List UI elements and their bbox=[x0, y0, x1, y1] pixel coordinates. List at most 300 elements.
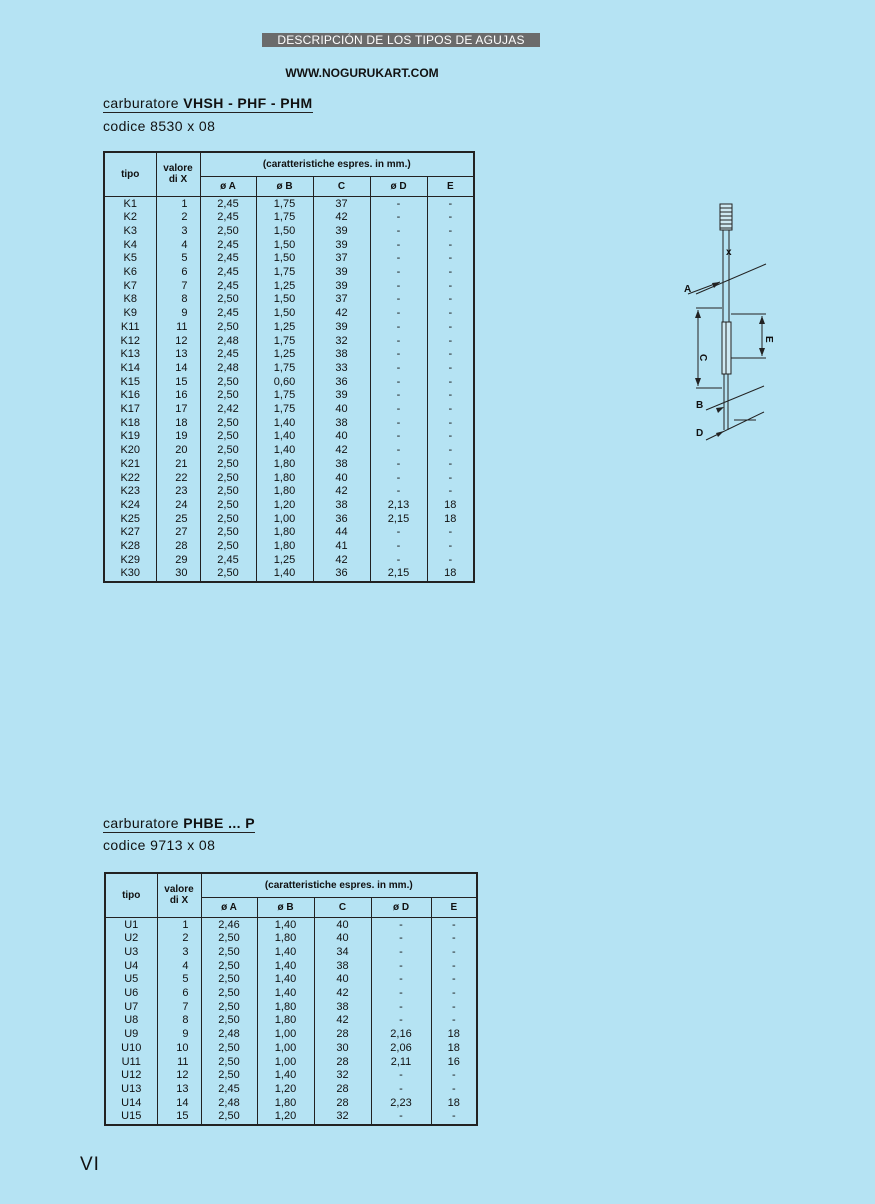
cell-valore: 5 bbox=[156, 252, 200, 266]
cell-e: - bbox=[431, 1110, 477, 1125]
needle-table-1 bbox=[103, 151, 475, 583]
cell-b: 1,75 bbox=[256, 362, 313, 376]
cell-d: - bbox=[371, 946, 431, 960]
cell-valore: 17 bbox=[156, 403, 200, 417]
cell-b: 1,00 bbox=[257, 1028, 314, 1042]
header-c: C bbox=[313, 176, 370, 196]
cell-tipo: K2 bbox=[104, 211, 156, 225]
label-d: D bbox=[696, 428, 704, 439]
cell-tipo: U1 bbox=[105, 917, 157, 932]
cell-valore: 3 bbox=[157, 946, 201, 960]
cell-a: 2,50 bbox=[201, 1069, 257, 1083]
header-a: ø A bbox=[201, 897, 257, 917]
cell-e: - bbox=[431, 932, 477, 946]
cell-e: - bbox=[431, 917, 477, 932]
table-row bbox=[104, 389, 474, 403]
table-row bbox=[104, 307, 474, 321]
cell-b: 1,00 bbox=[257, 1056, 314, 1070]
cell-b: 1,40 bbox=[257, 973, 314, 987]
table-row bbox=[105, 1110, 477, 1125]
cell-e: - bbox=[427, 335, 474, 349]
cell-c: 40 bbox=[313, 472, 370, 486]
cell-d: 2,23 bbox=[371, 1097, 431, 1111]
table-row bbox=[105, 932, 477, 946]
cell-a: 2,50 bbox=[200, 513, 256, 527]
header-d: ø D bbox=[371, 897, 431, 917]
cell-valore: 11 bbox=[156, 321, 200, 335]
table-row bbox=[104, 554, 474, 568]
cell-b: 1,50 bbox=[256, 225, 313, 239]
table-row bbox=[105, 1097, 477, 1111]
cell-tipo: K21 bbox=[104, 458, 156, 472]
cell-e: - bbox=[427, 252, 474, 266]
codice-2: codice 9713 x 08 bbox=[103, 837, 216, 853]
cell-a: 2,50 bbox=[200, 376, 256, 390]
cell-e: - bbox=[427, 376, 474, 390]
cell-valore: 18 bbox=[156, 417, 200, 431]
cell-tipo: K24 bbox=[104, 499, 156, 513]
cell-c: 38 bbox=[313, 458, 370, 472]
table-row bbox=[105, 1014, 477, 1028]
codice-1: codice 8530 x 08 bbox=[103, 118, 216, 134]
cell-d: - bbox=[370, 526, 427, 540]
cell-e: 18 bbox=[431, 1028, 477, 1042]
table-row bbox=[104, 513, 474, 527]
cell-c: 42 bbox=[314, 987, 371, 1001]
cell-tipo: U5 bbox=[105, 973, 157, 987]
table-row bbox=[104, 499, 474, 513]
cell-b: 1,20 bbox=[256, 499, 313, 513]
cell-b: 1,20 bbox=[257, 1110, 314, 1125]
cell-d: 2,11 bbox=[371, 1056, 431, 1070]
cell-d: - bbox=[370, 348, 427, 362]
cell-tipo: K11 bbox=[104, 321, 156, 335]
table-row bbox=[104, 321, 474, 335]
cell-d: - bbox=[370, 485, 427, 499]
cell-c: 32 bbox=[314, 1069, 371, 1083]
cell-d: - bbox=[370, 335, 427, 349]
cell-a: 2,48 bbox=[200, 335, 256, 349]
cell-tipo: U6 bbox=[105, 987, 157, 1001]
cell-tipo: K30 bbox=[104, 567, 156, 582]
cell-b: 1,25 bbox=[256, 321, 313, 335]
cell-d: - bbox=[370, 239, 427, 253]
cell-e: 18 bbox=[431, 1097, 477, 1111]
cell-tipo: K7 bbox=[104, 280, 156, 294]
cell-a: 2,50 bbox=[200, 444, 256, 458]
table-row bbox=[104, 196, 474, 211]
cell-a: 2,50 bbox=[200, 540, 256, 554]
cell-b: 1,75 bbox=[256, 389, 313, 403]
table-row bbox=[104, 540, 474, 554]
cell-valore: 4 bbox=[156, 239, 200, 253]
page-number: VI bbox=[80, 1154, 100, 1175]
cell-valore: 13 bbox=[156, 348, 200, 362]
cell-e: - bbox=[431, 1069, 477, 1083]
cell-c: 42 bbox=[313, 554, 370, 568]
cell-tipo: U2 bbox=[105, 932, 157, 946]
cell-tipo: U14 bbox=[105, 1097, 157, 1111]
table-row bbox=[105, 917, 477, 932]
cell-d: - bbox=[371, 973, 431, 987]
cell-c: 40 bbox=[314, 932, 371, 946]
cell-valore: 6 bbox=[156, 266, 200, 280]
cell-b: 1,40 bbox=[257, 917, 314, 932]
cell-d: 2,13 bbox=[370, 499, 427, 513]
label-x: x bbox=[726, 247, 732, 258]
cell-e: 18 bbox=[427, 567, 474, 582]
cell-e: - bbox=[431, 1083, 477, 1097]
cell-b: 1,40 bbox=[256, 444, 313, 458]
cell-valore: 2 bbox=[157, 932, 201, 946]
cell-a: 2,50 bbox=[201, 1042, 257, 1056]
cell-tipo: U11 bbox=[105, 1056, 157, 1070]
table-row bbox=[104, 252, 474, 266]
table-row bbox=[105, 1083, 477, 1097]
table-body-1 bbox=[104, 196, 474, 582]
needle-table-2 bbox=[104, 872, 478, 1126]
table-row bbox=[105, 1042, 477, 1056]
cell-b: 1,50 bbox=[256, 293, 313, 307]
cell-tipo: K9 bbox=[104, 307, 156, 321]
cell-c: 28 bbox=[314, 1056, 371, 1070]
header-tipo: tipo bbox=[104, 152, 156, 196]
cell-c: 44 bbox=[313, 526, 370, 540]
cell-c: 42 bbox=[313, 485, 370, 499]
cell-d: - bbox=[371, 917, 431, 932]
needle-diagram bbox=[676, 198, 786, 460]
cell-d: - bbox=[370, 444, 427, 458]
cell-a: 2,42 bbox=[200, 403, 256, 417]
cell-valore: 12 bbox=[156, 335, 200, 349]
table-row bbox=[104, 376, 474, 390]
cell-c: 36 bbox=[313, 567, 370, 582]
cell-b: 0,60 bbox=[256, 376, 313, 390]
cell-c: 28 bbox=[314, 1097, 371, 1111]
cell-valore: 22 bbox=[156, 472, 200, 486]
table-row bbox=[104, 293, 474, 307]
cell-b: 1,80 bbox=[257, 1097, 314, 1111]
cell-d: 2,15 bbox=[370, 567, 427, 582]
cell-d: - bbox=[371, 987, 431, 1001]
cell-tipo: K5 bbox=[104, 252, 156, 266]
cell-e: - bbox=[427, 362, 474, 376]
cell-d: - bbox=[370, 376, 427, 390]
cell-valore: 14 bbox=[156, 362, 200, 376]
cell-valore: 29 bbox=[156, 554, 200, 568]
cell-valore: 5 bbox=[157, 973, 201, 987]
cell-b: 1,75 bbox=[256, 196, 313, 211]
label-a: A bbox=[684, 284, 692, 295]
header-e: E bbox=[431, 897, 477, 917]
cell-c: 37 bbox=[313, 196, 370, 211]
cell-a: 2,50 bbox=[200, 567, 256, 582]
cell-tipo: U4 bbox=[105, 960, 157, 974]
cell-d: - bbox=[370, 472, 427, 486]
cell-e: - bbox=[427, 239, 474, 253]
cell-c: 39 bbox=[313, 321, 370, 335]
cell-a: 2,48 bbox=[201, 1097, 257, 1111]
cell-e: - bbox=[431, 1001, 477, 1015]
table-row bbox=[104, 485, 474, 499]
cell-b: 1,50 bbox=[256, 239, 313, 253]
cell-tipo: U12 bbox=[105, 1069, 157, 1083]
cell-b: 1,40 bbox=[257, 946, 314, 960]
cell-a: 2,50 bbox=[201, 987, 257, 1001]
cell-b: 1,40 bbox=[256, 417, 313, 431]
cell-d: - bbox=[370, 252, 427, 266]
table-row bbox=[104, 430, 474, 444]
carb-models: PHBE ... P bbox=[183, 815, 255, 831]
cell-d: - bbox=[370, 280, 427, 294]
table-row bbox=[105, 960, 477, 974]
cell-d: - bbox=[371, 1083, 431, 1097]
cell-c: 41 bbox=[313, 540, 370, 554]
cell-a: 2,50 bbox=[200, 526, 256, 540]
header-d: ø D bbox=[370, 176, 427, 196]
cell-b: 1,25 bbox=[256, 554, 313, 568]
cell-a: 2,50 bbox=[201, 1056, 257, 1070]
cell-valore: 16 bbox=[156, 389, 200, 403]
cell-valore: 19 bbox=[156, 430, 200, 444]
cell-a: 2,45 bbox=[200, 266, 256, 280]
cell-c: 37 bbox=[313, 252, 370, 266]
cell-b: 1,80 bbox=[257, 1001, 314, 1015]
cell-e: - bbox=[427, 444, 474, 458]
cell-b: 1,80 bbox=[257, 1014, 314, 1028]
cell-a: 2,50 bbox=[200, 225, 256, 239]
cell-e: - bbox=[431, 973, 477, 987]
cell-a: 2,45 bbox=[200, 211, 256, 225]
cell-valore: 14 bbox=[157, 1097, 201, 1111]
cell-e: 18 bbox=[427, 499, 474, 513]
cell-tipo: K8 bbox=[104, 293, 156, 307]
cell-e: - bbox=[431, 946, 477, 960]
cell-c: 32 bbox=[314, 1110, 371, 1125]
cell-d: 2,16 bbox=[371, 1028, 431, 1042]
cell-a: 2,50 bbox=[200, 430, 256, 444]
cell-valore: 4 bbox=[157, 960, 201, 974]
cell-d: - bbox=[370, 225, 427, 239]
cell-valore: 27 bbox=[156, 526, 200, 540]
cell-tipo: K12 bbox=[104, 335, 156, 349]
cell-b: 1,00 bbox=[257, 1042, 314, 1056]
table-row bbox=[104, 348, 474, 362]
table-row bbox=[105, 1069, 477, 1083]
page-banner: DESCRIPCIÓN DE LOS TIPOS DE AGUJAS bbox=[262, 33, 540, 47]
cell-valore: 8 bbox=[156, 293, 200, 307]
cell-e: 18 bbox=[427, 513, 474, 527]
cell-b: 1,75 bbox=[256, 211, 313, 225]
cell-b: 1,80 bbox=[256, 540, 313, 554]
cell-a: 2,48 bbox=[200, 362, 256, 376]
cell-d: - bbox=[370, 293, 427, 307]
label-e: E bbox=[763, 336, 774, 343]
table-row bbox=[104, 280, 474, 294]
cell-a: 2,50 bbox=[201, 1014, 257, 1028]
label-c: C bbox=[697, 354, 708, 362]
table-row bbox=[104, 458, 474, 472]
cell-c: 39 bbox=[313, 266, 370, 280]
table-row bbox=[104, 526, 474, 540]
cell-a: 2,50 bbox=[201, 932, 257, 946]
cell-valore: 8 bbox=[157, 1014, 201, 1028]
cell-tipo: K18 bbox=[104, 417, 156, 431]
cell-valore: 3 bbox=[156, 225, 200, 239]
cell-c: 30 bbox=[314, 1042, 371, 1056]
cell-c: 42 bbox=[313, 444, 370, 458]
cell-d: - bbox=[371, 1110, 431, 1125]
cell-tipo: K25 bbox=[104, 513, 156, 527]
cell-tipo: U7 bbox=[105, 1001, 157, 1015]
cell-a: 2,50 bbox=[201, 946, 257, 960]
cell-e: - bbox=[427, 211, 474, 225]
cell-d: - bbox=[370, 307, 427, 321]
table-row bbox=[105, 1028, 477, 1042]
cell-d: 2,15 bbox=[370, 513, 427, 527]
cell-c: 38 bbox=[314, 960, 371, 974]
cell-valore: 7 bbox=[157, 1001, 201, 1015]
header-b: ø B bbox=[256, 176, 313, 196]
cell-d: - bbox=[371, 1069, 431, 1083]
cell-d: - bbox=[370, 362, 427, 376]
cell-d: - bbox=[370, 196, 427, 211]
table-body-2 bbox=[105, 917, 477, 1125]
cell-e: - bbox=[427, 472, 474, 486]
cell-d: - bbox=[370, 321, 427, 335]
cell-e: - bbox=[427, 485, 474, 499]
cell-b: 1,80 bbox=[256, 526, 313, 540]
table-row bbox=[104, 225, 474, 239]
cell-a: 2,45 bbox=[200, 280, 256, 294]
cell-e: - bbox=[427, 430, 474, 444]
cell-a: 2,50 bbox=[200, 417, 256, 431]
cell-a: 2,50 bbox=[200, 389, 256, 403]
cell-b: 1,40 bbox=[257, 987, 314, 1001]
cell-b: 1,40 bbox=[257, 960, 314, 974]
cell-tipo: K6 bbox=[104, 266, 156, 280]
cell-e: - bbox=[427, 417, 474, 431]
cell-c: 28 bbox=[314, 1083, 371, 1097]
cell-a: 2,50 bbox=[200, 293, 256, 307]
cell-tipo: K15 bbox=[104, 376, 156, 390]
cell-d: - bbox=[370, 554, 427, 568]
cell-d: - bbox=[370, 540, 427, 554]
cell-valore: 10 bbox=[157, 1042, 201, 1056]
cell-b: 1,80 bbox=[257, 932, 314, 946]
cell-c: 36 bbox=[313, 376, 370, 390]
cell-d: 2,06 bbox=[371, 1042, 431, 1056]
cell-valore: 23 bbox=[156, 485, 200, 499]
carburetor-title-2 bbox=[103, 815, 255, 831]
cell-a: 2,50 bbox=[200, 321, 256, 335]
cell-a: 2,45 bbox=[201, 1083, 257, 1097]
table-row bbox=[105, 1001, 477, 1015]
table-row bbox=[104, 211, 474, 225]
cell-b: 1,40 bbox=[256, 430, 313, 444]
table-row bbox=[104, 335, 474, 349]
table-row bbox=[104, 567, 474, 582]
cell-a: 2,50 bbox=[200, 458, 256, 472]
cell-e: - bbox=[427, 266, 474, 280]
cell-valore: 11 bbox=[157, 1056, 201, 1070]
cell-e: - bbox=[427, 348, 474, 362]
cell-e: - bbox=[427, 196, 474, 211]
cell-c: 40 bbox=[314, 917, 371, 932]
cell-d: - bbox=[371, 1014, 431, 1028]
cell-c: 40 bbox=[313, 430, 370, 444]
cell-b: 1,80 bbox=[256, 485, 313, 499]
cell-c: 28 bbox=[314, 1028, 371, 1042]
cell-c: 38 bbox=[313, 417, 370, 431]
cell-a: 2,45 bbox=[200, 348, 256, 362]
cell-tipo: K1 bbox=[104, 196, 156, 211]
cell-c: 39 bbox=[313, 239, 370, 253]
cell-c: 40 bbox=[313, 403, 370, 417]
website-url[interactable]: WWW.NOGURUKART.COM bbox=[285, 66, 439, 80]
cell-c: 38 bbox=[314, 1001, 371, 1015]
cell-d: - bbox=[371, 1001, 431, 1015]
cell-e: - bbox=[427, 321, 474, 335]
cell-a: 2,45 bbox=[200, 239, 256, 253]
cell-d: - bbox=[370, 458, 427, 472]
header-valore: valore di X bbox=[157, 873, 201, 917]
cell-b: 1,25 bbox=[256, 348, 313, 362]
cell-tipo: K28 bbox=[104, 540, 156, 554]
cell-valore: 30 bbox=[156, 567, 200, 582]
table-row bbox=[105, 946, 477, 960]
cell-tipo: K17 bbox=[104, 403, 156, 417]
cell-valore: 12 bbox=[157, 1069, 201, 1083]
cell-c: 40 bbox=[314, 973, 371, 987]
table-row bbox=[104, 472, 474, 486]
cell-a: 2,50 bbox=[201, 960, 257, 974]
cell-c: 39 bbox=[313, 389, 370, 403]
cell-tipo: K23 bbox=[104, 485, 156, 499]
cell-tipo: K4 bbox=[104, 239, 156, 253]
cell-c: 39 bbox=[313, 280, 370, 294]
cell-a: 2,50 bbox=[200, 485, 256, 499]
cell-e: 18 bbox=[431, 1042, 477, 1056]
cell-d: - bbox=[371, 932, 431, 946]
cell-tipo: U13 bbox=[105, 1083, 157, 1097]
cell-e: 16 bbox=[431, 1056, 477, 1070]
cell-c: 42 bbox=[313, 211, 370, 225]
table-row bbox=[105, 987, 477, 1001]
cell-c: 32 bbox=[313, 335, 370, 349]
carb-prefix: carburatore bbox=[103, 95, 179, 111]
cell-c: 38 bbox=[313, 499, 370, 513]
cell-valore: 24 bbox=[156, 499, 200, 513]
cell-c: 38 bbox=[313, 348, 370, 362]
cell-tipo: K19 bbox=[104, 430, 156, 444]
cell-c: 36 bbox=[313, 513, 370, 527]
cell-tipo: K22 bbox=[104, 472, 156, 486]
cell-e: - bbox=[427, 225, 474, 239]
cell-b: 1,20 bbox=[257, 1083, 314, 1097]
table-row bbox=[105, 1056, 477, 1070]
cell-d: - bbox=[370, 211, 427, 225]
table-row bbox=[104, 444, 474, 458]
cell-tipo: U3 bbox=[105, 946, 157, 960]
cell-valore: 1 bbox=[157, 917, 201, 932]
cell-a: 2,45 bbox=[200, 307, 256, 321]
label-b: B bbox=[696, 400, 704, 411]
cell-tipo: K3 bbox=[104, 225, 156, 239]
cell-e: - bbox=[427, 293, 474, 307]
cell-a: 2,50 bbox=[200, 472, 256, 486]
header-group: (caratteristiche espres. in mm.) bbox=[200, 152, 474, 176]
